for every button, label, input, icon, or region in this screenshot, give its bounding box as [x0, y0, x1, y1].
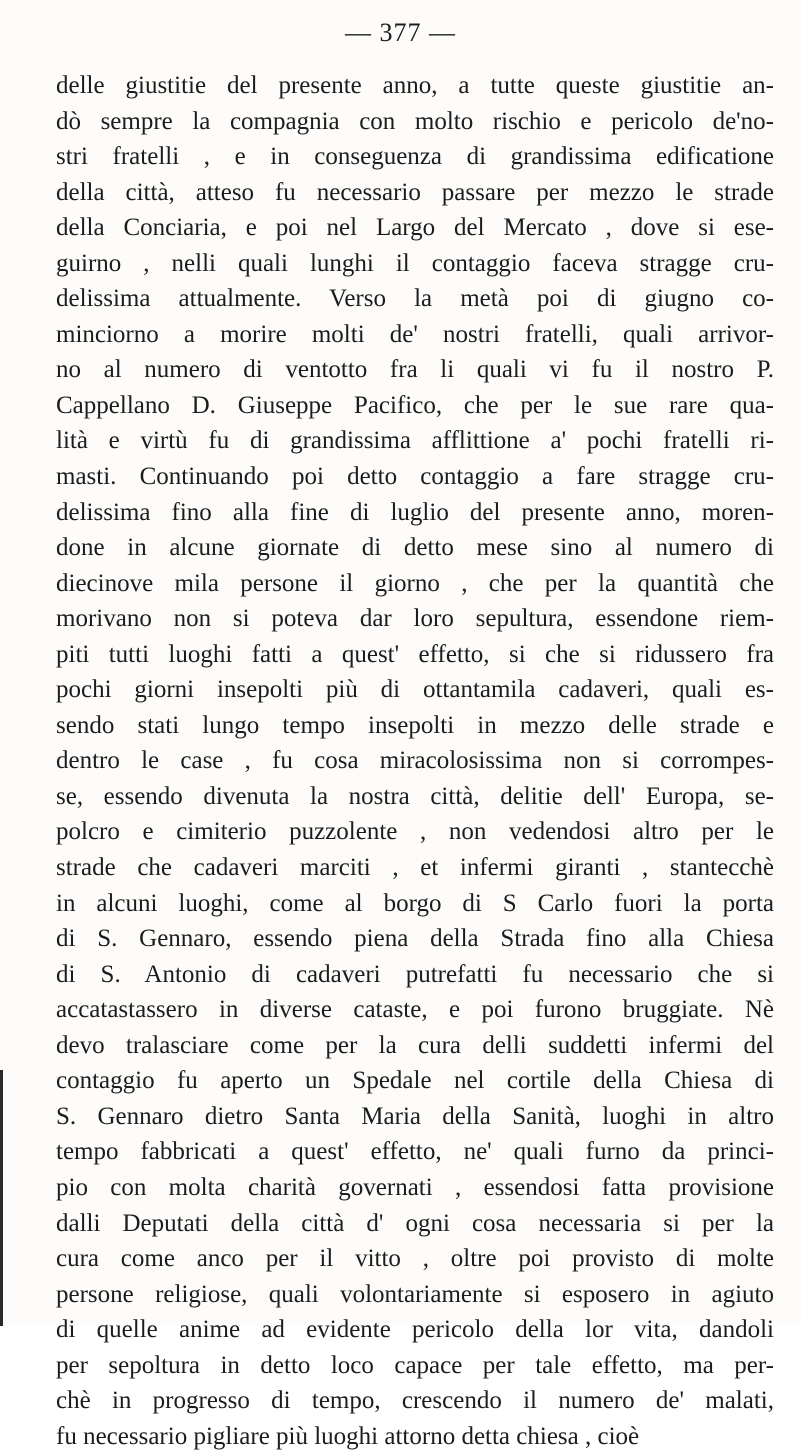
- text-line: done in alcune giornate di detto mese sino al numero di: [56, 534, 774, 562]
- text-line: morivano non si poteva dar loro sepultura, essendone riem-: [56, 605, 774, 633]
- text-line: di quelle anime ad evidente pericolo della lor vita, dandoli: [56, 1316, 774, 1344]
- text-line: piti tutti luoghi fatti a quest' effetto, si che si ridussero fra: [56, 640, 774, 668]
- text-line: Cappellano D. Giuseppe Pacifico, che per le sue rare qua-: [56, 391, 774, 419]
- text-line: pochi giorni insepolti più di ottantamila cadaveri, quali es-: [56, 676, 774, 704]
- text-line: diecinove mila persone il giorno , che per la quantità che: [56, 569, 774, 597]
- text-line: sendo stati lungo tempo insepolti in mezzo delle strade e: [56, 711, 774, 739]
- text-line: dalli Deputati della città d' ogni cosa necessaria si per la: [56, 1209, 774, 1237]
- text-line: masti. Continuando poi detto contaggio a fare stragge cru-: [56, 463, 774, 491]
- text-line: stri fratelli , e in conseguenza di grandissima edificatione: [56, 143, 774, 171]
- text-line: S. Gennaro dietro Santa Maria della Sanità, luoghi in altro: [56, 1102, 774, 1130]
- text-line: delissima attualmente. Verso la metà poi di giugno co-: [56, 285, 774, 313]
- text-line: fu necessario pigliare più luoghi attorno detta chiesa , cioè: [56, 1422, 640, 1450]
- text-line: pio con molta charità governati , essendosi fatta provisione: [56, 1173, 774, 1201]
- text-line: no al numero di ventotto fra li quali vi fu il nostro P.: [56, 356, 774, 384]
- text-line: chè in progresso di tempo, crescendo il numero de' malati,: [56, 1387, 774, 1415]
- text-line: cura come anco per il vitto , oltre poi provisto di molte: [56, 1245, 774, 1273]
- body-text: [56, 68, 774, 1454]
- text-line: persone religiose, quali volontariamente si esposero in agiuto: [56, 1280, 774, 1308]
- text-line: dentro le case , fu cosa miracolosissima non si corrompes-: [56, 747, 774, 775]
- text-line: di S. Antonio di cadaveri putrefatti fu necessario che si: [56, 960, 774, 988]
- text-line: delissima fino alla fine di luglio del presente anno, moren-: [56, 498, 774, 526]
- text-line: della Conciaria, e poi nel Largo del Mercato , dove si ese-: [56, 214, 774, 242]
- page-edge-mark: [0, 1070, 3, 1326]
- text-line: dò sempre la compagnia con molto rischio e pericolo de'no-: [56, 107, 774, 135]
- text-line: delle giustitie del presente anno, a tutte queste giustitie an-: [56, 72, 774, 99]
- text-line: minciorno a morire molti de' nostri fratelli, quali arrivor-: [56, 320, 774, 348]
- text-line: strade che cadaveri marciti , et infermi giranti , stantecchè: [56, 854, 774, 882]
- text-line: della città, atteso fu necessario passare per mezzo le strade: [56, 178, 774, 206]
- text-line: di S. Gennaro, essendo piena della Strada fino alla Chiesa: [56, 925, 774, 953]
- text-line: tempo fabbricati a quest' effetto, ne' quali furno da princi-: [56, 1138, 774, 1166]
- text-line: contaggio fu aperto un Spedale nel cortile della Chiesa di: [56, 1067, 774, 1095]
- text-line: per sepoltura in detto loco capace per tale effetto, ma per-: [56, 1351, 774, 1379]
- text-line: se, essendo divenuta la nostra città, delitie dell' Europa, se-: [56, 782, 774, 810]
- text-line: in alcuni luoghi, come al borgo di S Carlo fuori la porta: [56, 889, 774, 917]
- text-line: accatastassero in diverse cataste, e poi furono bruggiate. Nè: [56, 996, 774, 1024]
- text-line: polcro e cimiterio puzzolente , non vedendosi altro per le: [56, 818, 774, 846]
- text-line: guirno , nelli quali lunghi il contaggio faceva stragge cru-: [56, 249, 774, 277]
- text-line: lità e virtù fu di grandissima afflittione a' pochi fratelli ri-: [56, 427, 774, 455]
- page-number: — 377 —: [345, 18, 456, 47]
- text-line: devo tralasciare come per la cura delli suddetti infermi del: [56, 1031, 774, 1059]
